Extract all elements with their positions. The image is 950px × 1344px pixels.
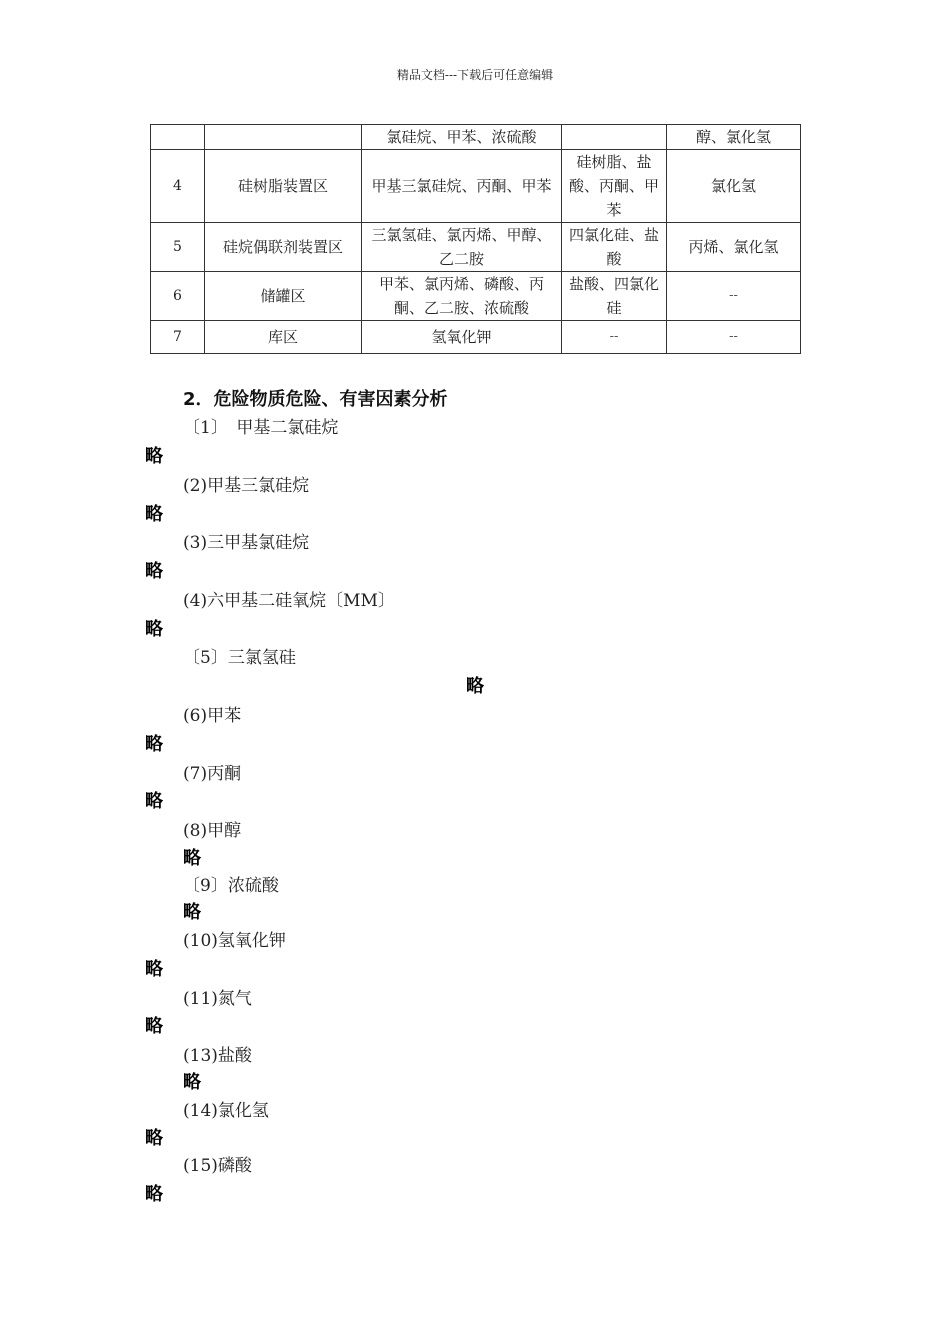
list-item: (3)三甲基氯硅烷: [183, 533, 310, 553]
omitted-note: 略: [145, 504, 163, 525]
omitted-note: 略: [145, 1128, 163, 1149]
omitted-note: 略: [145, 959, 163, 980]
table-row: [151, 150, 801, 223]
omitted-note: 略: [145, 1184, 163, 1205]
list-item: (7)丙酮: [183, 764, 242, 784]
table-cell: 四氯化硅、盐酸: [562, 223, 667, 272]
table-cell: 丙烯、氯化氢: [667, 223, 801, 272]
list-item: (8)甲醇: [183, 821, 242, 841]
table-cell: [562, 125, 667, 150]
omitted-note: 略: [145, 1016, 163, 1037]
list-item: (10)氢氧化钾: [183, 931, 286, 951]
table-cell: 甲基三氯硅烷、丙酮、甲苯: [362, 150, 562, 223]
table-cell: [205, 125, 362, 150]
table-cell: 硅树脂、盐酸、丙酮、甲苯: [562, 150, 667, 223]
omitted-note: 略: [466, 676, 484, 697]
table-cell: 硅烷偶联剂装置区: [205, 223, 362, 272]
section-title: 2．危险物质危险、有害因素分析: [183, 389, 448, 410]
table-cell: --: [562, 321, 667, 354]
table-cell: 氢氧化钾: [362, 321, 562, 354]
hazard-table: [150, 124, 801, 354]
table-cell: 库区: [205, 321, 362, 354]
list-item: (11)氮气: [183, 989, 252, 1009]
list-item: (13)盐酸: [183, 1046, 252, 1066]
table-cell: 甲苯、氯丙烯、磷酸、丙酮、乙二胺、浓硫酸: [362, 272, 562, 321]
list-item: (2)甲基三氯硅烷: [183, 476, 310, 496]
list-item: 〔9〕浓硫酸: [183, 876, 279, 896]
table-cell: 盐酸、四氯化硅: [562, 272, 667, 321]
list-item: (15)磷酸: [183, 1156, 252, 1176]
table-cell: --: [667, 321, 801, 354]
table-row: [151, 125, 801, 150]
table-cell: 5: [151, 223, 205, 272]
table-cell: 4: [151, 150, 205, 223]
table-row: [151, 272, 801, 321]
table-cell: 7: [151, 321, 205, 354]
table-cell: [151, 125, 205, 150]
list-item: (4)六甲基二硅氧烷〔MM〕: [183, 591, 395, 611]
omitted-note: 略: [145, 734, 163, 755]
omitted-note: 略: [145, 619, 163, 640]
table-cell: 氯化氢: [667, 150, 801, 223]
table-cell: 储罐区: [205, 272, 362, 321]
list-item: (6)甲苯: [183, 706, 242, 726]
table-cell: 醇、氯化氢: [667, 125, 801, 150]
page-header: 精品文档---下载后可任意编辑: [396, 68, 554, 82]
table-cell: 6: [151, 272, 205, 321]
list-item: 〔1〕 甲基二氯硅烷: [183, 418, 339, 438]
omitted-note: 略: [145, 561, 163, 582]
omitted-note: 略: [145, 791, 163, 812]
omitted-note: 略: [145, 446, 163, 467]
table-cell: --: [667, 272, 801, 321]
omitted-note: 略: [183, 848, 201, 869]
table-cell: 三氯氢硅、氯丙烯、甲醇、乙二胺: [362, 223, 562, 272]
table-row: [151, 223, 801, 272]
table-row: [151, 321, 801, 354]
list-item: 〔5〕三氯氢硅: [183, 648, 296, 668]
table-cell: 硅树脂装置区: [205, 150, 362, 223]
list-item: (14)氯化氢: [183, 1101, 269, 1121]
table-cell: 氯硅烷、甲苯、浓硫酸: [362, 125, 562, 150]
omitted-note: 略: [183, 1072, 201, 1093]
omitted-note: 略: [183, 902, 201, 923]
